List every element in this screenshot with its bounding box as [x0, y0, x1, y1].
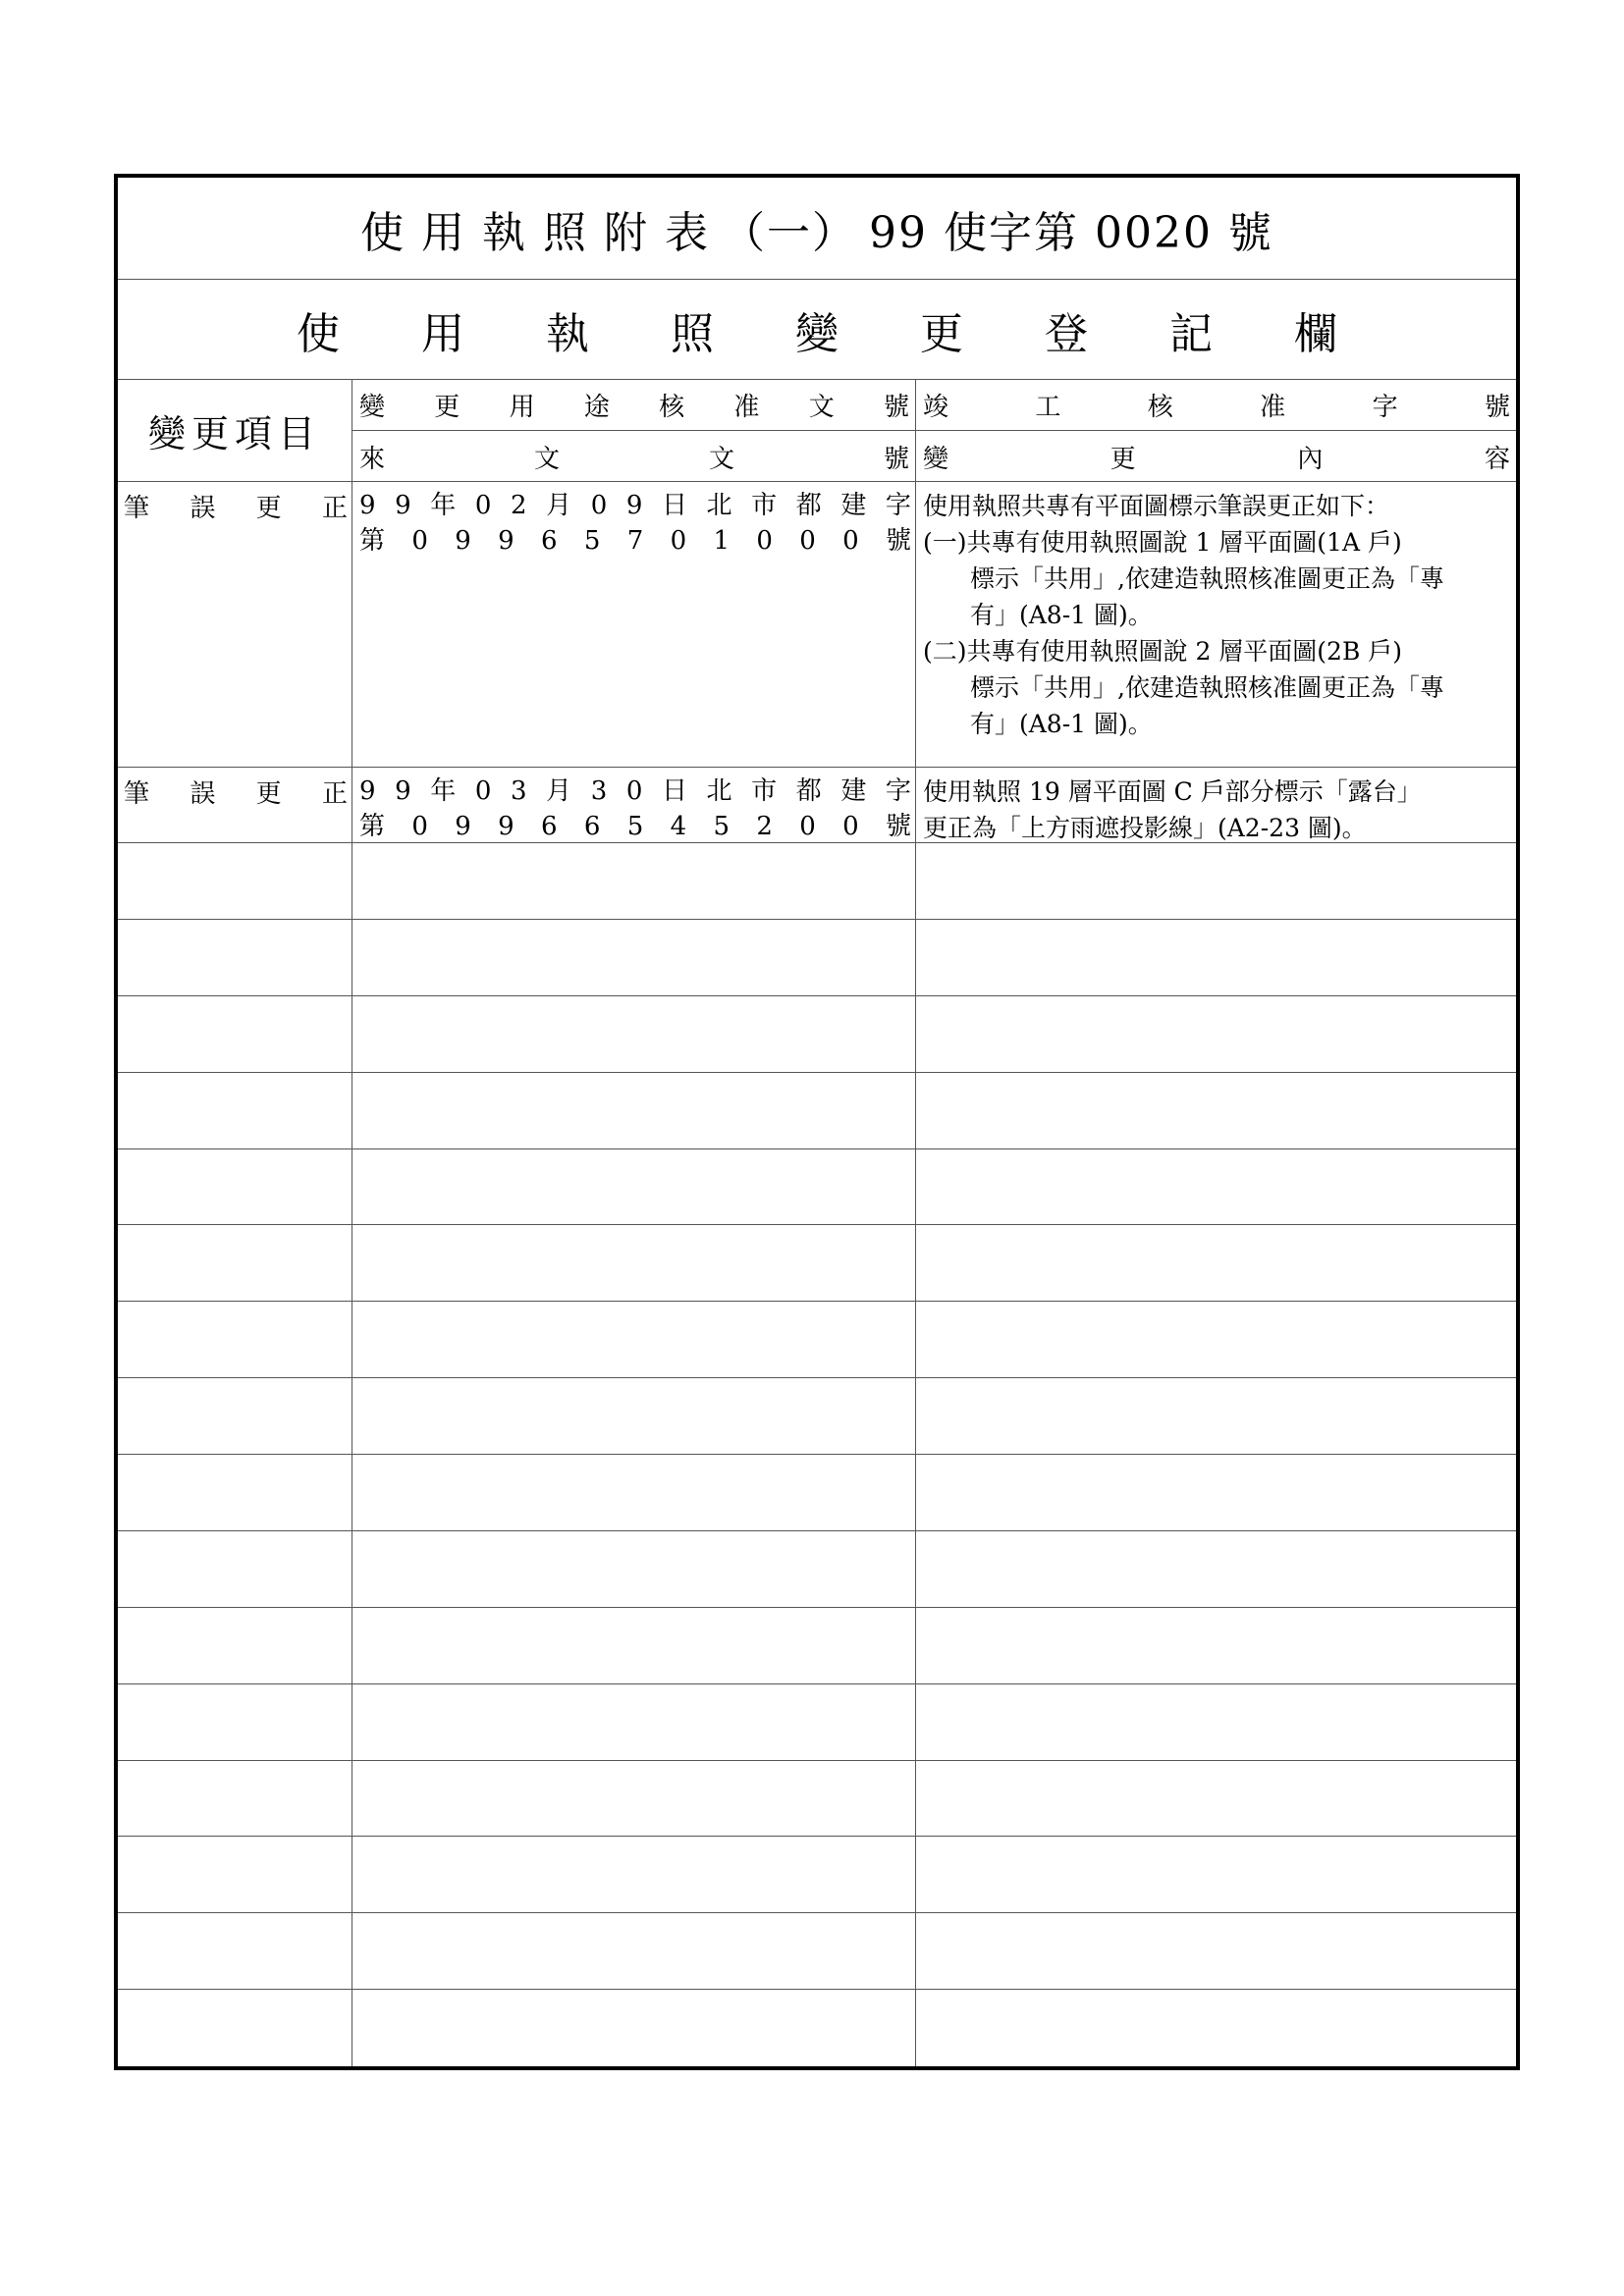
doc-number-char: 0	[625, 776, 643, 806]
doc-number-char: 6	[540, 526, 558, 556]
header-char: 來	[359, 444, 386, 474]
change-content-line: (二)共專有使用執照圖說 2 層平面圖(2B 戶)	[923, 637, 1403, 666]
header-char: 號	[883, 393, 909, 422]
change-registration-form	[114, 174, 1520, 2070]
empty-table-row	[118, 1531, 1516, 1608]
header-char: 用	[509, 393, 535, 422]
change-content-line: 標示「共用」,依建造執照核准圖更正為「專	[970, 564, 1444, 593]
empty-table-row	[118, 1225, 1516, 1302]
doc-number-char: 0	[411, 812, 428, 841]
doc-number-char: 字	[885, 776, 911, 806]
change-item-char: 筆	[124, 779, 150, 809]
change-item-cell	[118, 482, 352, 767]
doc-number-char: 日	[661, 491, 687, 520]
header-change-description	[915, 431, 1516, 482]
header-char: 文	[708, 444, 734, 474]
empty-table-row	[118, 1761, 1516, 1838]
header-change-content	[915, 380, 1516, 481]
header-char: 准	[733, 393, 760, 422]
header-char: 工	[1035, 393, 1061, 422]
change-content-cell	[915, 482, 1516, 767]
doc-number-char: 號	[885, 526, 911, 556]
empty-table-row	[118, 1149, 1516, 1226]
change-item-char: 更	[255, 494, 282, 523]
empty-table-row	[118, 1073, 1516, 1149]
doc-number-char: 年	[430, 776, 457, 806]
header-char: 更	[1110, 444, 1136, 474]
doc-number-char: 0	[842, 812, 859, 841]
header-char: 變	[923, 444, 949, 474]
header-char: 文	[808, 393, 835, 422]
subtitle-char: 照	[671, 308, 714, 359]
header-char: 准	[1260, 393, 1286, 422]
table-row	[118, 482, 1516, 768]
change-item-char: 正	[321, 494, 348, 523]
doc-number-char: 9	[359, 776, 376, 806]
doc-number-char: 市	[751, 776, 778, 806]
table-row	[118, 768, 1516, 843]
doc-number-char: 2	[756, 812, 773, 841]
table-header	[118, 380, 1516, 482]
doc-number-char: 0	[474, 491, 492, 520]
empty-table-row	[118, 1455, 1516, 1531]
change-item-char: 正	[321, 779, 348, 809]
doc-number-char: 北	[706, 491, 732, 520]
header-char: 字	[1372, 393, 1398, 422]
subtitle-char: 用	[421, 308, 464, 359]
change-content-line: 更正為「上方雨遮投影線」(A2-23 圖)。	[923, 814, 1367, 842]
doc-number-char: 5	[713, 812, 731, 841]
header-doc-number	[352, 380, 915, 481]
header-approved-doc-number	[352, 380, 915, 430]
doc-number-char: 號	[885, 812, 911, 841]
change-item-cell	[118, 768, 352, 842]
doc-number-char: 年	[430, 491, 457, 520]
header-completion-approval-number	[915, 380, 1516, 430]
empty-table-row	[118, 996, 1516, 1073]
doc-number-char: 0	[474, 776, 492, 806]
column-divider	[915, 380, 916, 2066]
header-char: 號	[1484, 393, 1510, 422]
subtitle-char: 執	[546, 308, 589, 359]
doc-number-char: 1	[713, 526, 731, 556]
subtitle-char: 記	[1169, 308, 1213, 359]
header-char: 核	[1147, 393, 1173, 422]
doc-number-char: 都	[795, 776, 822, 806]
doc-number-char: 0	[756, 526, 773, 556]
form-subtitle	[118, 280, 1516, 380]
header-char: 更	[434, 393, 460, 422]
doc-number-char: 9	[625, 491, 643, 520]
change-item-char: 筆	[124, 494, 150, 523]
subtitle-char: 欄	[1294, 308, 1337, 359]
subtitle-char: 使	[297, 308, 340, 359]
form-title-number: 99 使字第 0020 號	[869, 207, 1273, 258]
doc-number-char: 0	[799, 812, 816, 841]
empty-table-row	[118, 1302, 1516, 1378]
empty-table-row	[118, 1608, 1516, 1684]
form-title	[118, 178, 1516, 280]
change-content-line: 使用執照 19 層平面圖 C 戶部分標示「露台」	[923, 777, 1422, 806]
doc-number-char: 0	[799, 526, 816, 556]
header-char: 變	[359, 393, 386, 422]
change-item-char: 更	[255, 779, 282, 809]
doc-number-char: 市	[751, 491, 778, 520]
doc-number-char: 9	[359, 491, 376, 520]
doc-number-char: 9	[498, 526, 514, 556]
empty-table-row	[118, 843, 1516, 920]
empty-table-row	[118, 1684, 1516, 1761]
subtitle-char: 更	[920, 308, 963, 359]
change-content-line: 有」(A8-1 圖)。	[970, 710, 1153, 738]
empty-table-row	[118, 1990, 1516, 2066]
empty-table-row	[118, 1837, 1516, 1913]
form-title-annex: （一）	[722, 207, 857, 258]
doc-number-char: 6	[583, 812, 601, 841]
change-content-line: 有」(A8-1 圖)。	[970, 601, 1153, 629]
empty-table-row	[118, 1913, 1516, 1990]
doc-number-char: 7	[626, 526, 644, 556]
change-item-char: 誤	[189, 779, 216, 809]
doc-number-char: 都	[795, 491, 822, 520]
doc-number-char: 0	[411, 526, 428, 556]
doc-number-char: 5	[583, 526, 601, 556]
change-content-line: 標示「共用」,依建造執照核准圖更正為「專	[970, 673, 1444, 702]
doc-number-char: 3	[510, 776, 527, 806]
doc-number-char: 日	[661, 776, 687, 806]
doc-number-char: 9	[498, 812, 514, 841]
doc-number-char: 3	[590, 776, 608, 806]
header-char: 核	[659, 393, 685, 422]
doc-number-char: 4	[670, 812, 687, 841]
header-char: 文	[533, 444, 560, 474]
doc-number-char: 9	[455, 526, 471, 556]
doc-number-char: 5	[626, 812, 644, 841]
change-content-line: 使用執照共專有平面圖標示筆誤更正如下：	[923, 492, 1390, 520]
header-incoming-doc-number	[352, 431, 915, 482]
header-char: 號	[883, 444, 909, 474]
doc-number-cell	[352, 768, 915, 842]
change-item-char: 誤	[189, 494, 216, 523]
doc-number-char: 第	[359, 526, 386, 556]
doc-number-char: 第	[359, 812, 386, 841]
doc-number-char: 月	[546, 491, 572, 520]
header-change-item: 變更項目	[147, 412, 321, 455]
doc-number-char: 字	[885, 491, 911, 520]
doc-number-char: 9	[395, 776, 411, 806]
header-char: 內	[1297, 444, 1324, 474]
empty-table-row	[118, 1378, 1516, 1455]
doc-number-char: 建	[840, 776, 867, 806]
doc-number-char: 9	[395, 491, 411, 520]
subtitle-char: 登	[1045, 308, 1088, 359]
subtitle-char: 變	[795, 308, 839, 359]
header-char: 途	[583, 393, 610, 422]
header-char: 竣	[923, 393, 949, 422]
doc-number-char: 建	[840, 491, 867, 520]
doc-number-char: 0	[670, 526, 687, 556]
doc-number-char: 0	[590, 491, 608, 520]
doc-number-char: 6	[540, 812, 558, 841]
header-char: 容	[1484, 444, 1510, 474]
change-content-cell	[915, 768, 1516, 842]
empty-table-row	[118, 920, 1516, 996]
doc-number-char: 月	[546, 776, 572, 806]
doc-number-char: 0	[842, 526, 859, 556]
change-content-line: (一)共專有使用執照圖說 1 層平面圖(1A 戶)	[923, 528, 1402, 557]
doc-number-char: 9	[455, 812, 471, 841]
doc-number-cell	[352, 482, 915, 767]
doc-number-char: 北	[706, 776, 732, 806]
form-title-main: 使 用 執 照 附 表	[360, 207, 710, 258]
doc-number-char: 2	[510, 491, 527, 520]
